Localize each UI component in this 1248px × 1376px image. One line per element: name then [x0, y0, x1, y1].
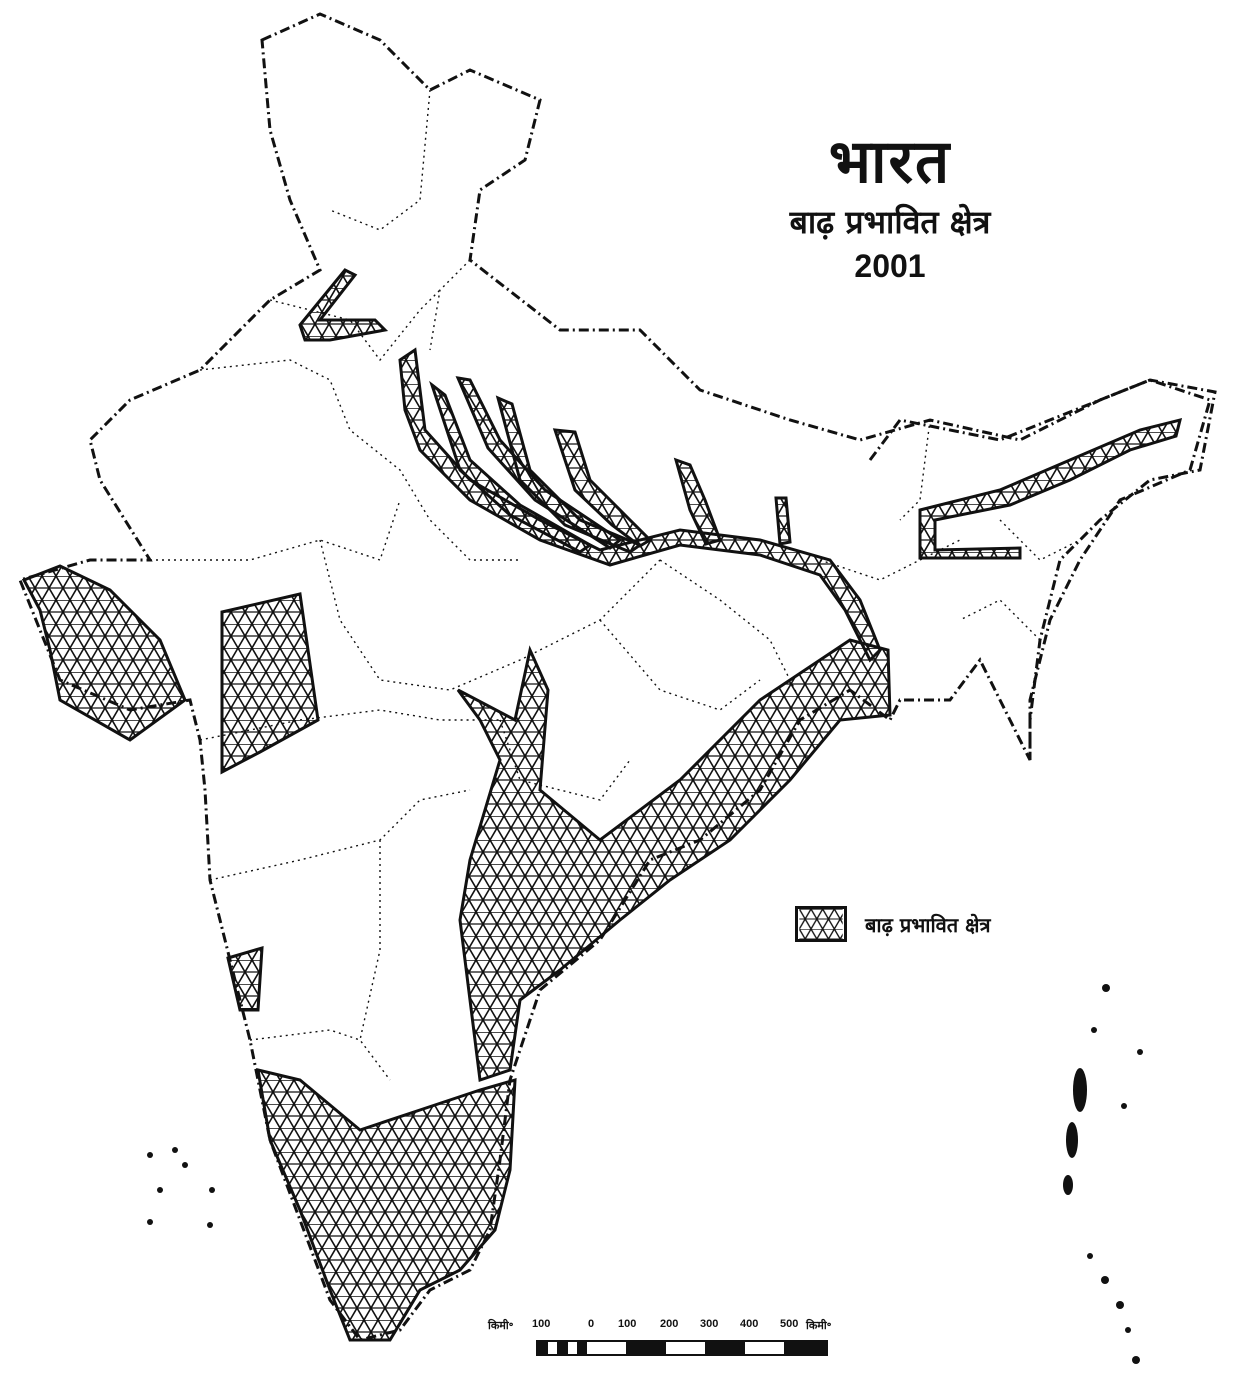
andaman-nicobar-islands — [1063, 984, 1143, 1364]
flood-zone-konkan — [228, 948, 262, 1010]
scale-bar-graphic — [536, 1340, 828, 1356]
scale-seg — [568, 1342, 578, 1354]
scale-seg — [538, 1342, 548, 1354]
scale-right-unit: किमी॰ — [806, 1320, 832, 1332]
map-subtitle: बाढ़ प्रभावित क्षेत्र — [789, 203, 991, 241]
flood-zone-kutch — [24, 566, 185, 740]
map-title: भारत — [828, 127, 952, 197]
lakshadweep-islands — [147, 1147, 215, 1228]
scale-tick-200: 200 — [660, 1318, 679, 1330]
scale-tick-500: 500 — [780, 1318, 799, 1330]
scale-bar — [488, 1318, 848, 1364]
scale-seg — [558, 1342, 568, 1354]
flood-zone-gujarat-mainland — [222, 594, 318, 772]
scale-seg — [745, 1342, 784, 1354]
scale-seg — [785, 1342, 826, 1354]
scale-tick-400: 400 — [740, 1318, 759, 1330]
scale-seg — [587, 1342, 626, 1354]
map-year: 2001 — [854, 248, 926, 284]
flood-zone-east-coast — [458, 640, 890, 1080]
scale-seg — [627, 1342, 666, 1354]
flood-zone-kosi — [776, 498, 790, 544]
flood-affected-areas — [24, 270, 1180, 1340]
scale-tick-100: 100 — [618, 1318, 637, 1330]
flood-zone-punjab — [300, 270, 385, 340]
scale-seg — [548, 1342, 558, 1354]
scale-left-unit: किमी॰ — [488, 1320, 514, 1332]
legend-flood-label: बाढ़ प्रभावित क्षेत्र — [865, 912, 991, 937]
flood-zone-tamil-nadu — [258, 1070, 515, 1340]
legend-flood-swatch — [795, 906, 847, 942]
scale-labels — [488, 1318, 848, 1334]
scale-seg — [706, 1342, 745, 1354]
scale-tick-300: 300 — [700, 1318, 719, 1330]
scale-tick-100-west: 100 — [532, 1318, 551, 1330]
scale-tick-0: 0 — [588, 1318, 595, 1330]
scale-seg — [578, 1342, 588, 1354]
scale-seg — [666, 1342, 705, 1354]
flood-zone-brahmaputra — [920, 420, 1180, 558]
legend — [795, 906, 991, 942]
